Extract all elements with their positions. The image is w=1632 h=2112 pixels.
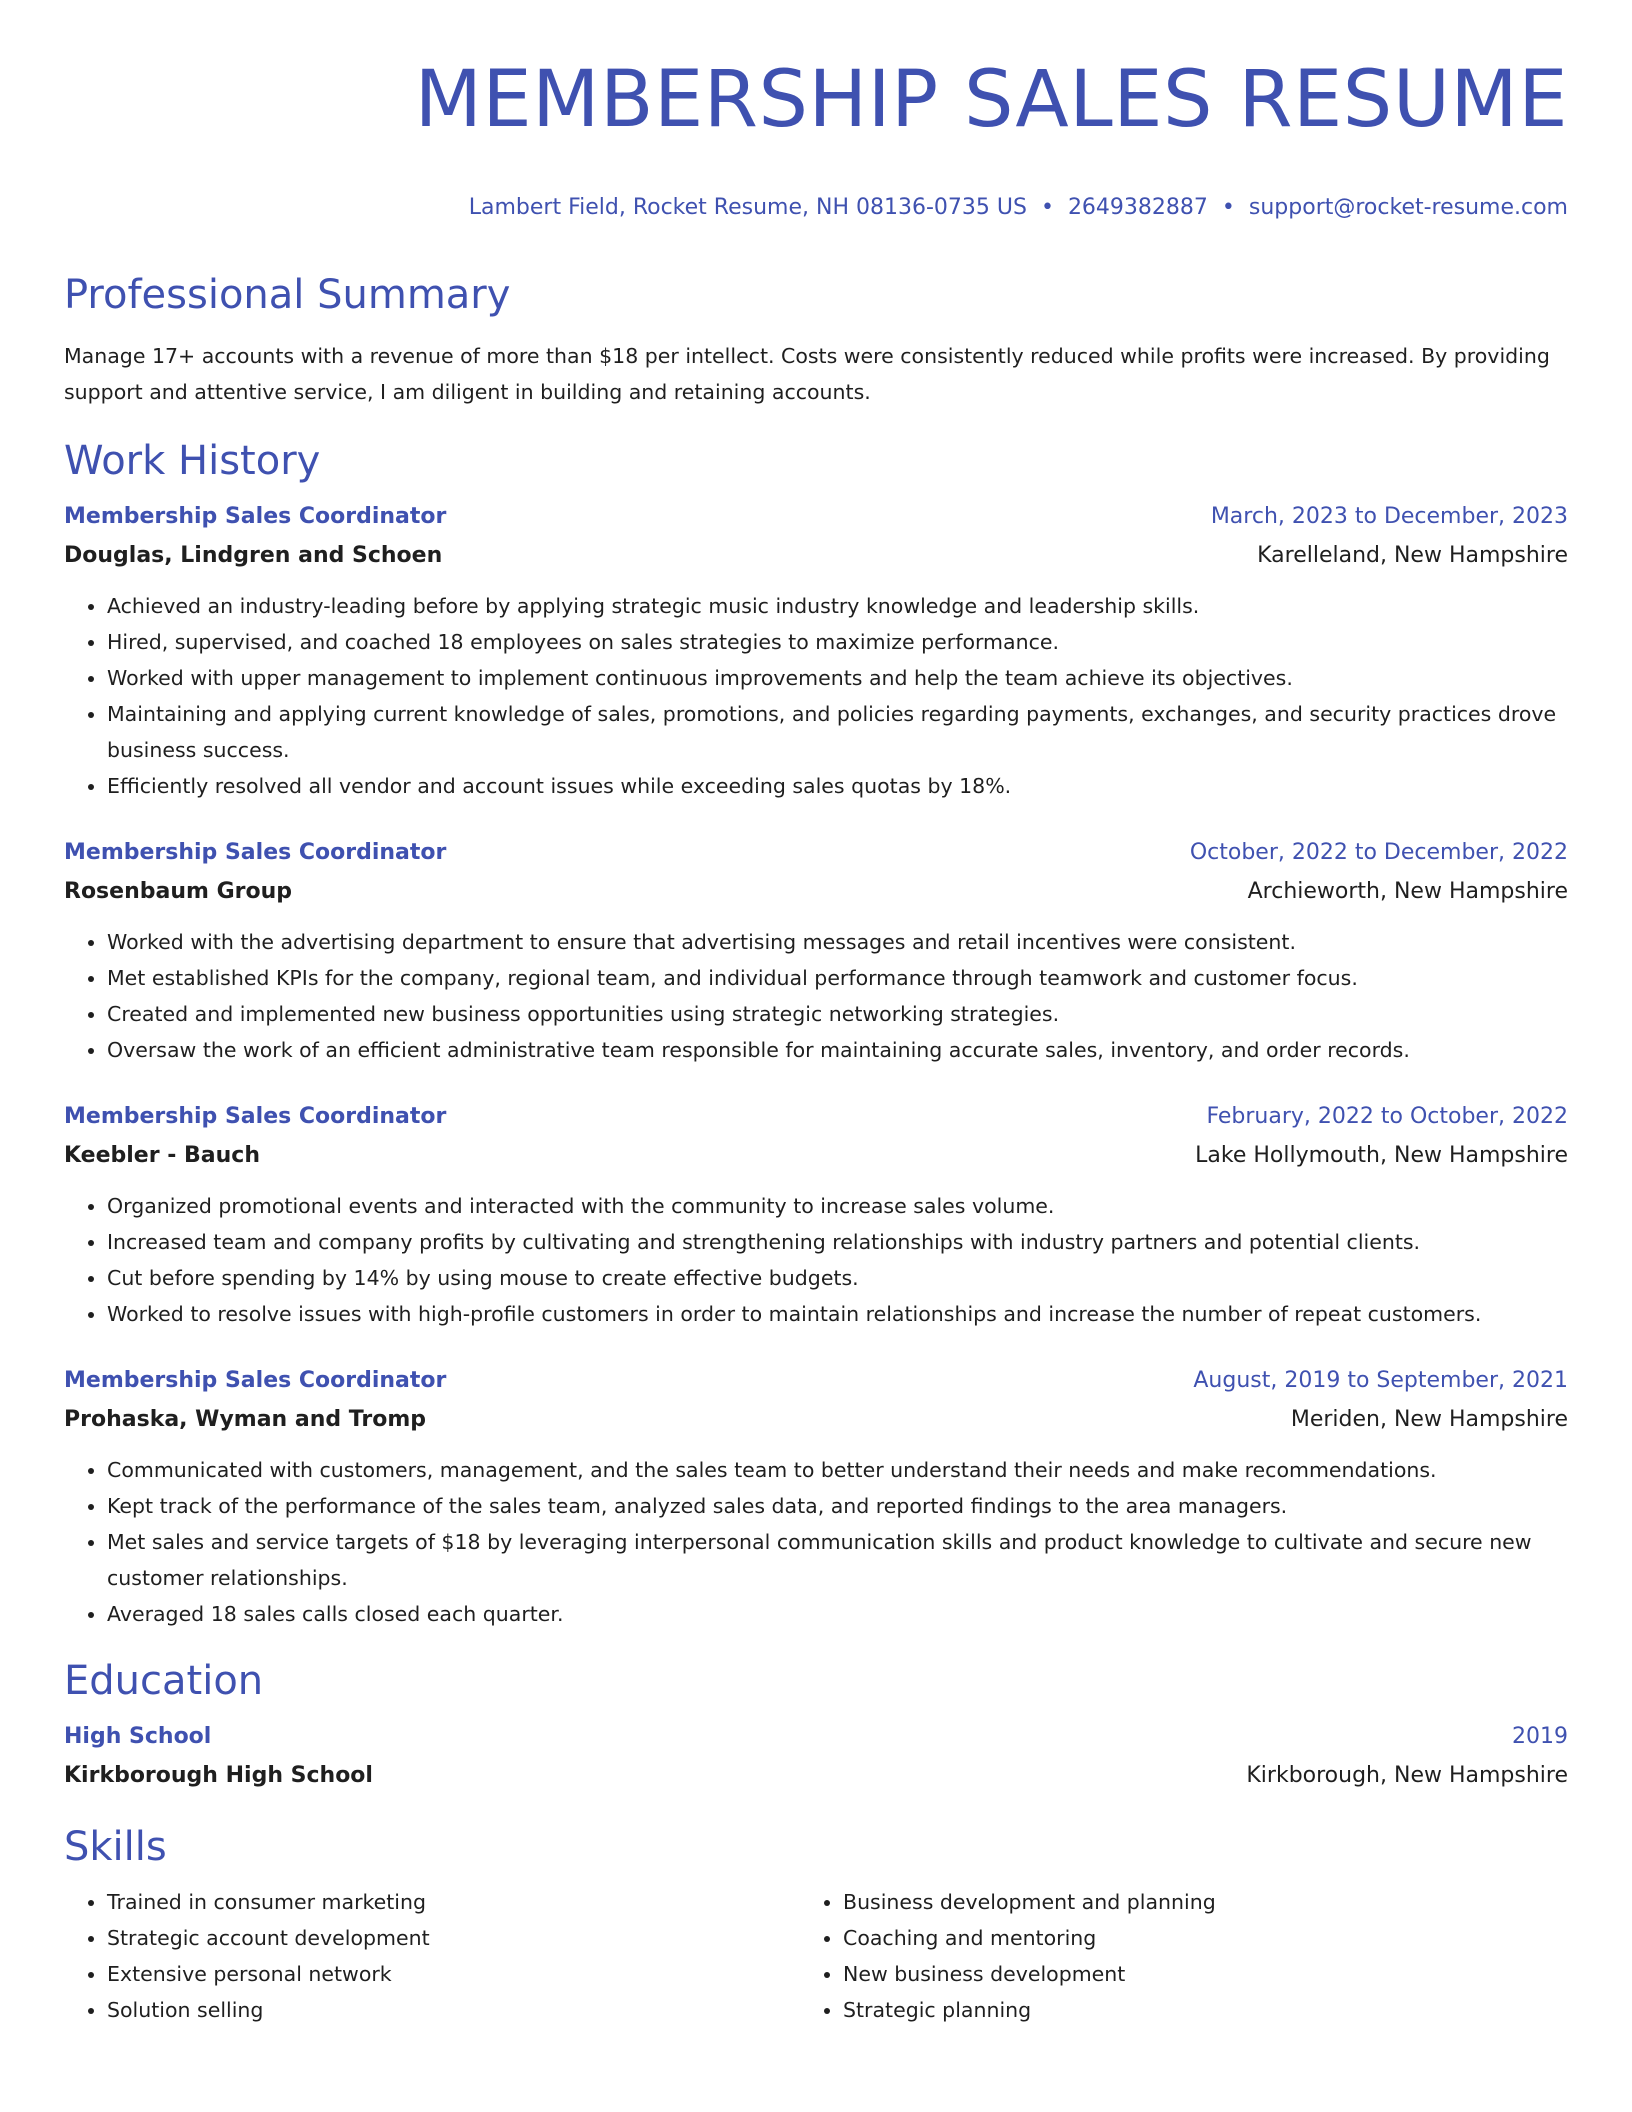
education-school-row bbox=[64, 1756, 1568, 1796]
job-bullet: • Increased team and company profits by cultivating and strengthening relationships with industry partners and potential clients. bbox=[107, 1224, 1568, 1260]
skill-item: • Solution selling bbox=[107, 1992, 800, 2028]
skill-item: • Coaching and mentoring bbox=[843, 1920, 1536, 1956]
job-bullet: • Maintaining and applying current knowledge of sales, promotions, and policies regarding payments, exchanges, and security practices drove business success. bbox=[107, 696, 1568, 768]
job-location: Karelleland, New Hampshire bbox=[1257, 543, 1568, 568]
job-bullet: • Oversaw the work of an efficient administrative team responsible for maintaining accurate sales, inventory, and order records. bbox=[107, 1032, 1568, 1068]
skill-item: • Extensive personal network bbox=[107, 1956, 800, 1992]
job-bullet: • Kept track of the performance of the sales team, analyzed sales data, and reported findings to the area managers. bbox=[107, 1488, 1568, 1524]
work-history-list bbox=[64, 498, 1568, 1632]
job-location: Archieworth, New Hampshire bbox=[1247, 879, 1568, 904]
job-header-row bbox=[64, 834, 1568, 872]
skills-heading: Skills bbox=[64, 1824, 167, 1870]
job-role: Membership Sales Coordinator bbox=[64, 1104, 447, 1129]
skills-column-right bbox=[800, 1884, 1536, 2028]
job-bullet: • Efficiently resolved all vendor and account issues while exceeding sales quotas by 18%. bbox=[107, 768, 1568, 804]
job-bullets bbox=[64, 588, 1568, 804]
resume-header bbox=[64, 50, 1568, 222]
education-heading: Education bbox=[64, 1658, 264, 1704]
education-header-row bbox=[64, 1718, 1568, 1756]
job-entry bbox=[64, 1362, 1568, 1632]
contact-separator: • bbox=[1221, 195, 1235, 220]
education-location: Kirkborough, New Hampshire bbox=[1246, 1763, 1568, 1788]
job-company-row bbox=[64, 1400, 1568, 1440]
job-header-row bbox=[64, 1098, 1568, 1136]
job-bullet: • Hired, supervised, and coached 18 employees on sales strategies to maximize performance. bbox=[107, 624, 1568, 660]
job-bullet: • Worked to resolve issues with high-profile customers in order to maintain relationships and increase the number of repeat customers. bbox=[107, 1296, 1568, 1332]
contact-phone: 2649382887 bbox=[1067, 195, 1208, 220]
job-bullet: • Communicated with customers, management, and the sales team to better understand their needs and make recommendations. bbox=[107, 1452, 1568, 1488]
job-company-row bbox=[64, 872, 1568, 912]
job-company-row bbox=[64, 1136, 1568, 1176]
job-company: Douglas, Lindgren and Schoen bbox=[64, 543, 443, 568]
job-header-row bbox=[64, 1362, 1568, 1400]
job-dates: March, 2023 to December, 2023 bbox=[1210, 504, 1568, 529]
job-entry bbox=[64, 498, 1568, 804]
skill-item: • Strategic planning bbox=[843, 1992, 1536, 2028]
job-bullet: • Met sales and service targets of $18 by leveraging interpersonal communication skills and product knowledge to cultivate and secure new customer relationships. bbox=[107, 1524, 1568, 1596]
education-year: 2019 bbox=[1512, 1724, 1568, 1749]
job-bullets bbox=[64, 924, 1568, 1068]
job-company-row bbox=[64, 536, 1568, 576]
job-bullet: • Met established KPIs for the company, regional team, and individual performance through teamwork and customer focus. bbox=[107, 960, 1568, 996]
job-bullet: • Achieved an industry-leading before by applying strategic music industry knowledge and leadership skills. bbox=[107, 588, 1568, 624]
job-role: Membership Sales Coordinator bbox=[64, 504, 447, 529]
job-bullet: • Averaged 18 sales calls closed each quarter. bbox=[107, 1596, 1568, 1632]
skill-item: • New business development bbox=[843, 1956, 1536, 1992]
skill-item: • Strategic account development bbox=[107, 1920, 800, 1956]
job-bullet: • Created and implemented new business opportunities using strategic networking strategies. bbox=[107, 996, 1568, 1032]
job-bullet: • Worked with the advertising department to ensure that advertising messages and retail incentives were consistent. bbox=[107, 924, 1568, 960]
contact-separator: • bbox=[1040, 195, 1054, 220]
job-company: Prohaska, Wyman and Tromp bbox=[64, 1407, 427, 1432]
resume-title: MEMBERSHIP SALES RESUME bbox=[414, 55, 1568, 145]
job-location: Lake Hollymouth, New Hampshire bbox=[1195, 1143, 1568, 1168]
job-dates: February, 2022 to October, 2022 bbox=[1206, 1104, 1568, 1129]
job-role: Membership Sales Coordinator bbox=[64, 840, 447, 865]
job-entry bbox=[64, 1098, 1568, 1332]
summary-text: Manage 17+ accounts with a revenue of more than $18 per intellect. Costs were consistently reduced while profits were increased. By providing support and attentive service, I am diligent in building and retaining accounts. bbox=[64, 344, 1550, 404]
job-bullet: • Cut before spending by 14% by using mouse to create effective budgets. bbox=[107, 1260, 1568, 1296]
job-bullets bbox=[64, 1188, 1568, 1332]
skill-item: • Trained in consumer marketing bbox=[107, 1884, 800, 1920]
job-bullet: • Worked with upper management to implement continuous improvements and help the team achieve its objectives. bbox=[107, 660, 1568, 696]
job-dates: August, 2019 to September, 2021 bbox=[1193, 1368, 1568, 1393]
contact-email: support@rocket-resume.com bbox=[1248, 195, 1568, 220]
job-entry bbox=[64, 834, 1568, 1068]
skills-column-left bbox=[64, 1884, 800, 2028]
education-degree: High School bbox=[64, 1724, 212, 1749]
job-header-row bbox=[64, 498, 1568, 536]
job-company: Rosenbaum Group bbox=[64, 879, 293, 904]
job-location: Meriden, New Hampshire bbox=[1290, 1407, 1568, 1432]
job-bullet: • Organized promotional events and interacted with the community to increase sales volume. bbox=[107, 1188, 1568, 1224]
job-dates: October, 2022 to December, 2022 bbox=[1189, 840, 1568, 865]
job-company: Keebler - Bauch bbox=[64, 1143, 260, 1168]
job-role: Membership Sales Coordinator bbox=[64, 1368, 447, 1393]
work-history-heading: Work History bbox=[64, 438, 321, 484]
education-school: Kirkborough High School bbox=[64, 1763, 373, 1788]
contact-line bbox=[64, 194, 1568, 222]
skills-list bbox=[64, 1884, 1568, 2028]
summary-heading: Professional Summary bbox=[64, 272, 511, 318]
education-entry bbox=[64, 1718, 1568, 1796]
skill-item: • Business development and planning bbox=[843, 1884, 1536, 1920]
contact-address: Lambert Field, Rocket Resume, NH 08136-0735 US bbox=[468, 195, 1027, 220]
job-bullets bbox=[64, 1452, 1568, 1632]
